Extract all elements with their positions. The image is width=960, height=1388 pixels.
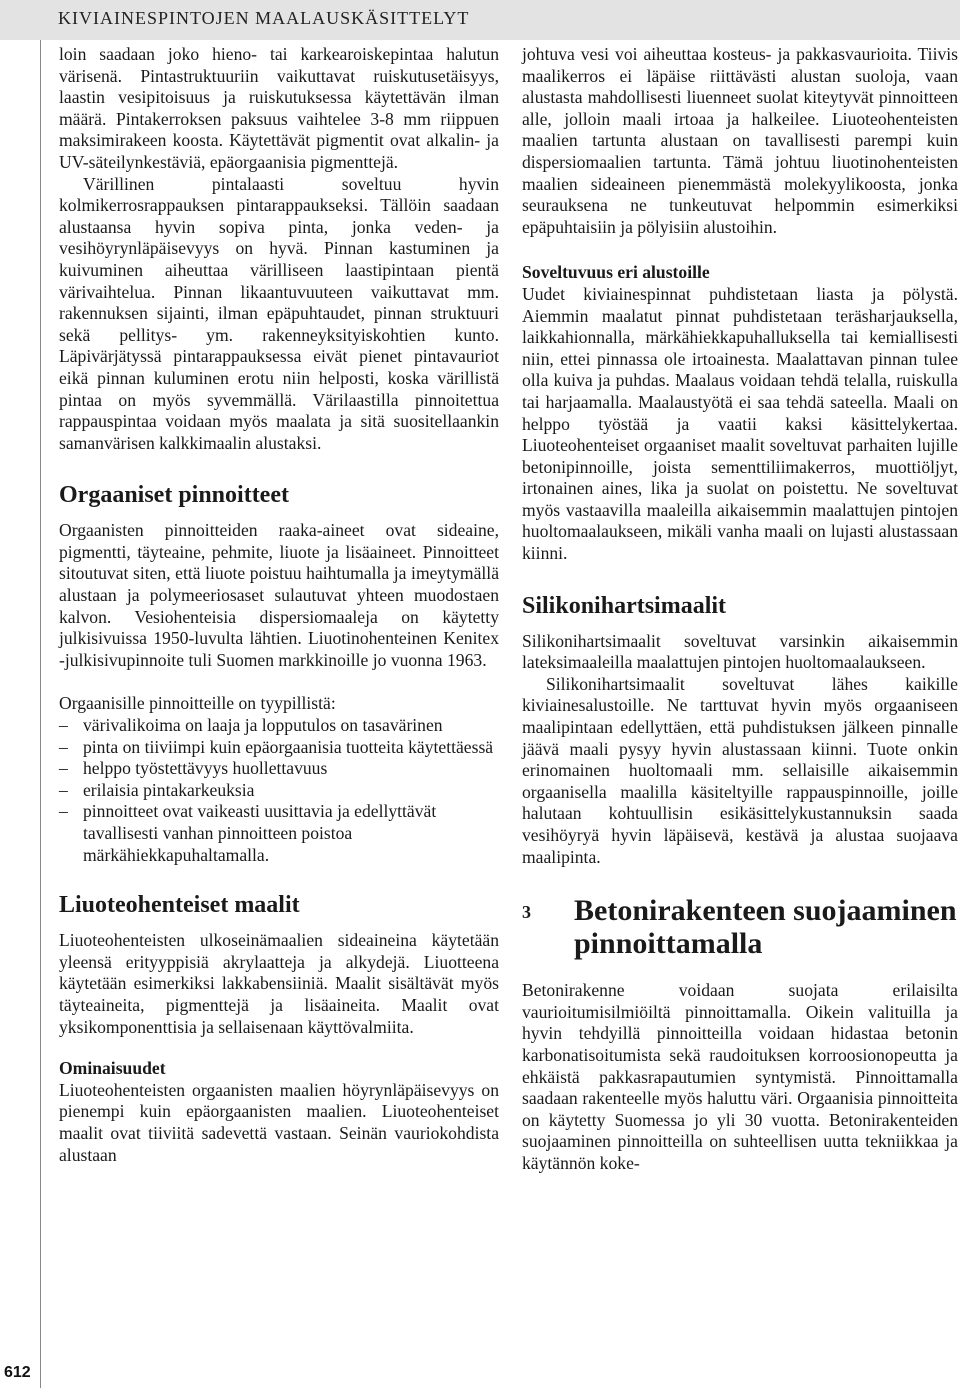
paragraph: Uudet kiviainespinnat puhdistetaan liasta ja pölystä. Aiemmin maalatut pinnat puhdistetaan teräsharjauksella, laikkahionnalla, märkähiekkapuhalluksella tai kemiallisesti niin, ettei pinnassa ole irtoainesta. Maalattavan pinnan tulee olla kuiva ja puhdas. Maalaus voidaan tehdä telalla, ruiskulla tai harjaamalla. Maalaustyötä ei saa tehdä sateella. Maali on helppo työstää ja vaatii kaksi käsittelykertaa. Liuoteohenteiset orgaaniset maalit soveltuvat parhaiten lujille betonipinnoille, joista sementtiliimakerros, muottiöljyt, irtonainen aines, lika ja suolat on poistettu. Ne soveltuvat myös vastaavilla maaleilla aikaisemmin maalattujen pintojen huoltomaalaukseen, mikäli vanha maali on lujasti alustassaan kiinni. [522,283,958,564]
page-number: 612 [4,1364,31,1381]
property-list [59,715,499,866]
section-heading: Liuoteohenteiset maalit [59,892,300,919]
paragraph: loin saadaan joko hieno- tai karkearoiskepintaa halutun värisenä. Pintastruktuuriin vaikuttavat ruiskutusetäisyys, laastin vesipitoisuus ja ruiskutuksessa käytettävän ilman määrä. Pintakerroksen paksuus vaihtelee 3-8 mm riippuen maksimirakeen koosta. Käytettävät pigmentit ovat alkalin- ja UV-säteilynkestäviä, epäorgaanisia pigmenttejä. [59,44,499,172]
list-item: – erilaisia pintakarkeuksia [59,780,499,802]
paragraph: Orgaanisille pinnoitteille on tyypillistä: [59,693,336,714]
list-item: – värivalikoima on laaja ja lopputulos on tasavärinen [59,715,499,737]
chapter-title: Betonirakenteen suojaaminen pinnoittamalla [574,894,957,961]
paragraph: Silikonihartsimaalit soveltuvat varsinkin aikaisemmin lateksimaaleilla maalattujen pintojen huoltomaalaukseen. [522,630,958,673]
header-title: KIVIAINESPINTOJEN MAALAUSKÄSITTELYT [58,8,470,28]
chapter-heading [522,894,958,960]
list-item: – pinta on tiiviimpi kuin epäorgaanisia tuotteita käytettäessä [59,737,499,759]
list-item: – helppo työstettävyys huollettavuus [59,758,499,780]
paragraph: Liuoteohenteisten ulkoseinämaalien sideaineina käytetään yleensä erityyppisiä akrylaatteja ja alkydejä. Liuotteena käytetään esimerkiksi lakkabensiiniä. Maalit sisältävät myös täyteaineita, pigmenttejä ja lisäaineita. Maalit ovat yksikomponenttisia ja sellaisenaan käyttövalmiita. [59,930,499,1037]
section-heading: Silikonihartsimaalit [522,592,727,619]
section-heading: Orgaaniset pinnoitteet [59,482,289,509]
paragraph: johtuva vesi voi aiheuttaa kosteus- ja pakkasvaurioita. Tiivis maalikerros ei läpäise riittävästi alustan suoloja, vaan alustasta mahdollisesti liuenneet suolat kiteytyvät pinnoitteen alle, jolloin maali irtoaa ja halkeilee. Liuoteohenteisten maalien tartunta alustaan on tavallisesti parempi kuin dispersiomaalien tartunta. Tämä johtuu liuotinohenteisten maalien sideaineen pienemmästä molekyylikoosta, jonka seurauksena ne tunkeutuvat helpommin esimerkiksi epäpuhtaisiin ja pölyisiin alustoihin. [522,44,958,237]
paragraph: Liuoteohenteisten orgaanisten maalien höyrynläpäisevyys on pienempi kuin epäorgaanisten maalien. Liuoteohenteiset maalit ovat tiiviitä sadevettä vastaan. Seinän vauriokohdista alustaan [59,1079,499,1165]
subsection-heading: Soveltuvuus eri alustoille [522,262,710,283]
margin-rule [40,40,41,1388]
chapter-number: 3 [522,902,531,923]
left-column [59,44,499,1166]
paragraph: Värillinen pintalaasti soveltuu hyvin kolmikerrosrappauksen pintarappaukseksi. Tällöin saadaan alustaansa hyvin sopiva pinta, jonka veden- ja vesihöyrynläpäisevyys on hyvä. Pinnan kastuminen ja kuivuminen aiheuttaa värilliseen laastipintaan pientä värivaihtelua. Pinnan likaantuvuuteen vaikuttavat mm. rakennuksen sijainti, ilman epäpuhtaudet, pinnan struktuuri sekä pellitys- ym. rakenneyksityiskohtien kunto. Läpivärjätyssä pintarappauksessa eivät pienet pintavauriot eikä pinnan kuluminen erotu niin helposti, koska värillistä pintaa on myös syvemmällä. Värilaastilla pinnoitettua rappauspintaa voidaan myös maalata ja sitä suositellaankin samanvärisen kalkkimaalin alustaksi. [59,173,499,453]
right-column [522,44,958,1175]
paragraph: Silikonihartsimaalit soveltuvat lähes kaikille kiviainesalustoille. Ne tarttuvat hyvin myös orgaaniseen maalipintaan edellyttäen, että puhdistuksen jälkeen pinnalle jäävä maali pysyy hyvin alustassaan kiinni. Tuote onkin erinomainen huoltomaali mm. sellaisille aikaisemmin orgaanisella maalilla käsiteltyille rappauspinnoille, joille halutaan kohtuullisin esikäsittelykustannuksin saada vesihöyryä hyvin läpäisevä, kestävä ja alustaa suojaava maalipinta. [522,673,958,867]
list-item: – pinnoitteet ovat vaikeasti uusittavia ja edellyttävät tavallisesti vanhan pinnoitteen poistoa märkähiekkapuhaltamalla. [59,801,499,866]
paragraph: Orgaanisten pinnoitteiden raaka-aineet ovat sideaine, pigmentti, täyteaine, pehmite, liuote ja lisäaineet. Pinnoitteet sitoutuvat siten, että liuote poistuu haihtumalla ja imeytymällä alustaan ja polymeeriosaset sulautuvat yhteen muodostaen kalvon. Vesiohenteisia dispersiomaaleja on käytetty julkisivuissa 1950-luvulta lähtien. Liuotinohenteinen Kenitex -julkisivupinnoite tuli Suomen markkinoille jo vuonna 1963. [59,520,499,670]
running-header [0,0,960,40]
subsection-heading: Ominaisuudet [59,1058,166,1079]
paragraph: Betonirakenne voidaan suojata erilaisilta vaurioitumisilmiöiltä pinnoittamalla. Oikein valituilla ja hyvin tehdyillä pinnoitteilla voidaan hidastaa betonin karbonatisoitumista sekä raudoituksen korroosionopeutta ja ehkäistä pakkasrapautumien syntymistä. Pinnoittamalla saadaan rakenteelle myös haluttu väri. Orgaanisia pinnoitteita on käytetty Suomessa jo yli 30 vuotta. Betonirakenteiden suojaaminen pinnoitteilla on suhteellisen uutta tekniikkaa ja käytännön koke- [522,980,958,1173]
